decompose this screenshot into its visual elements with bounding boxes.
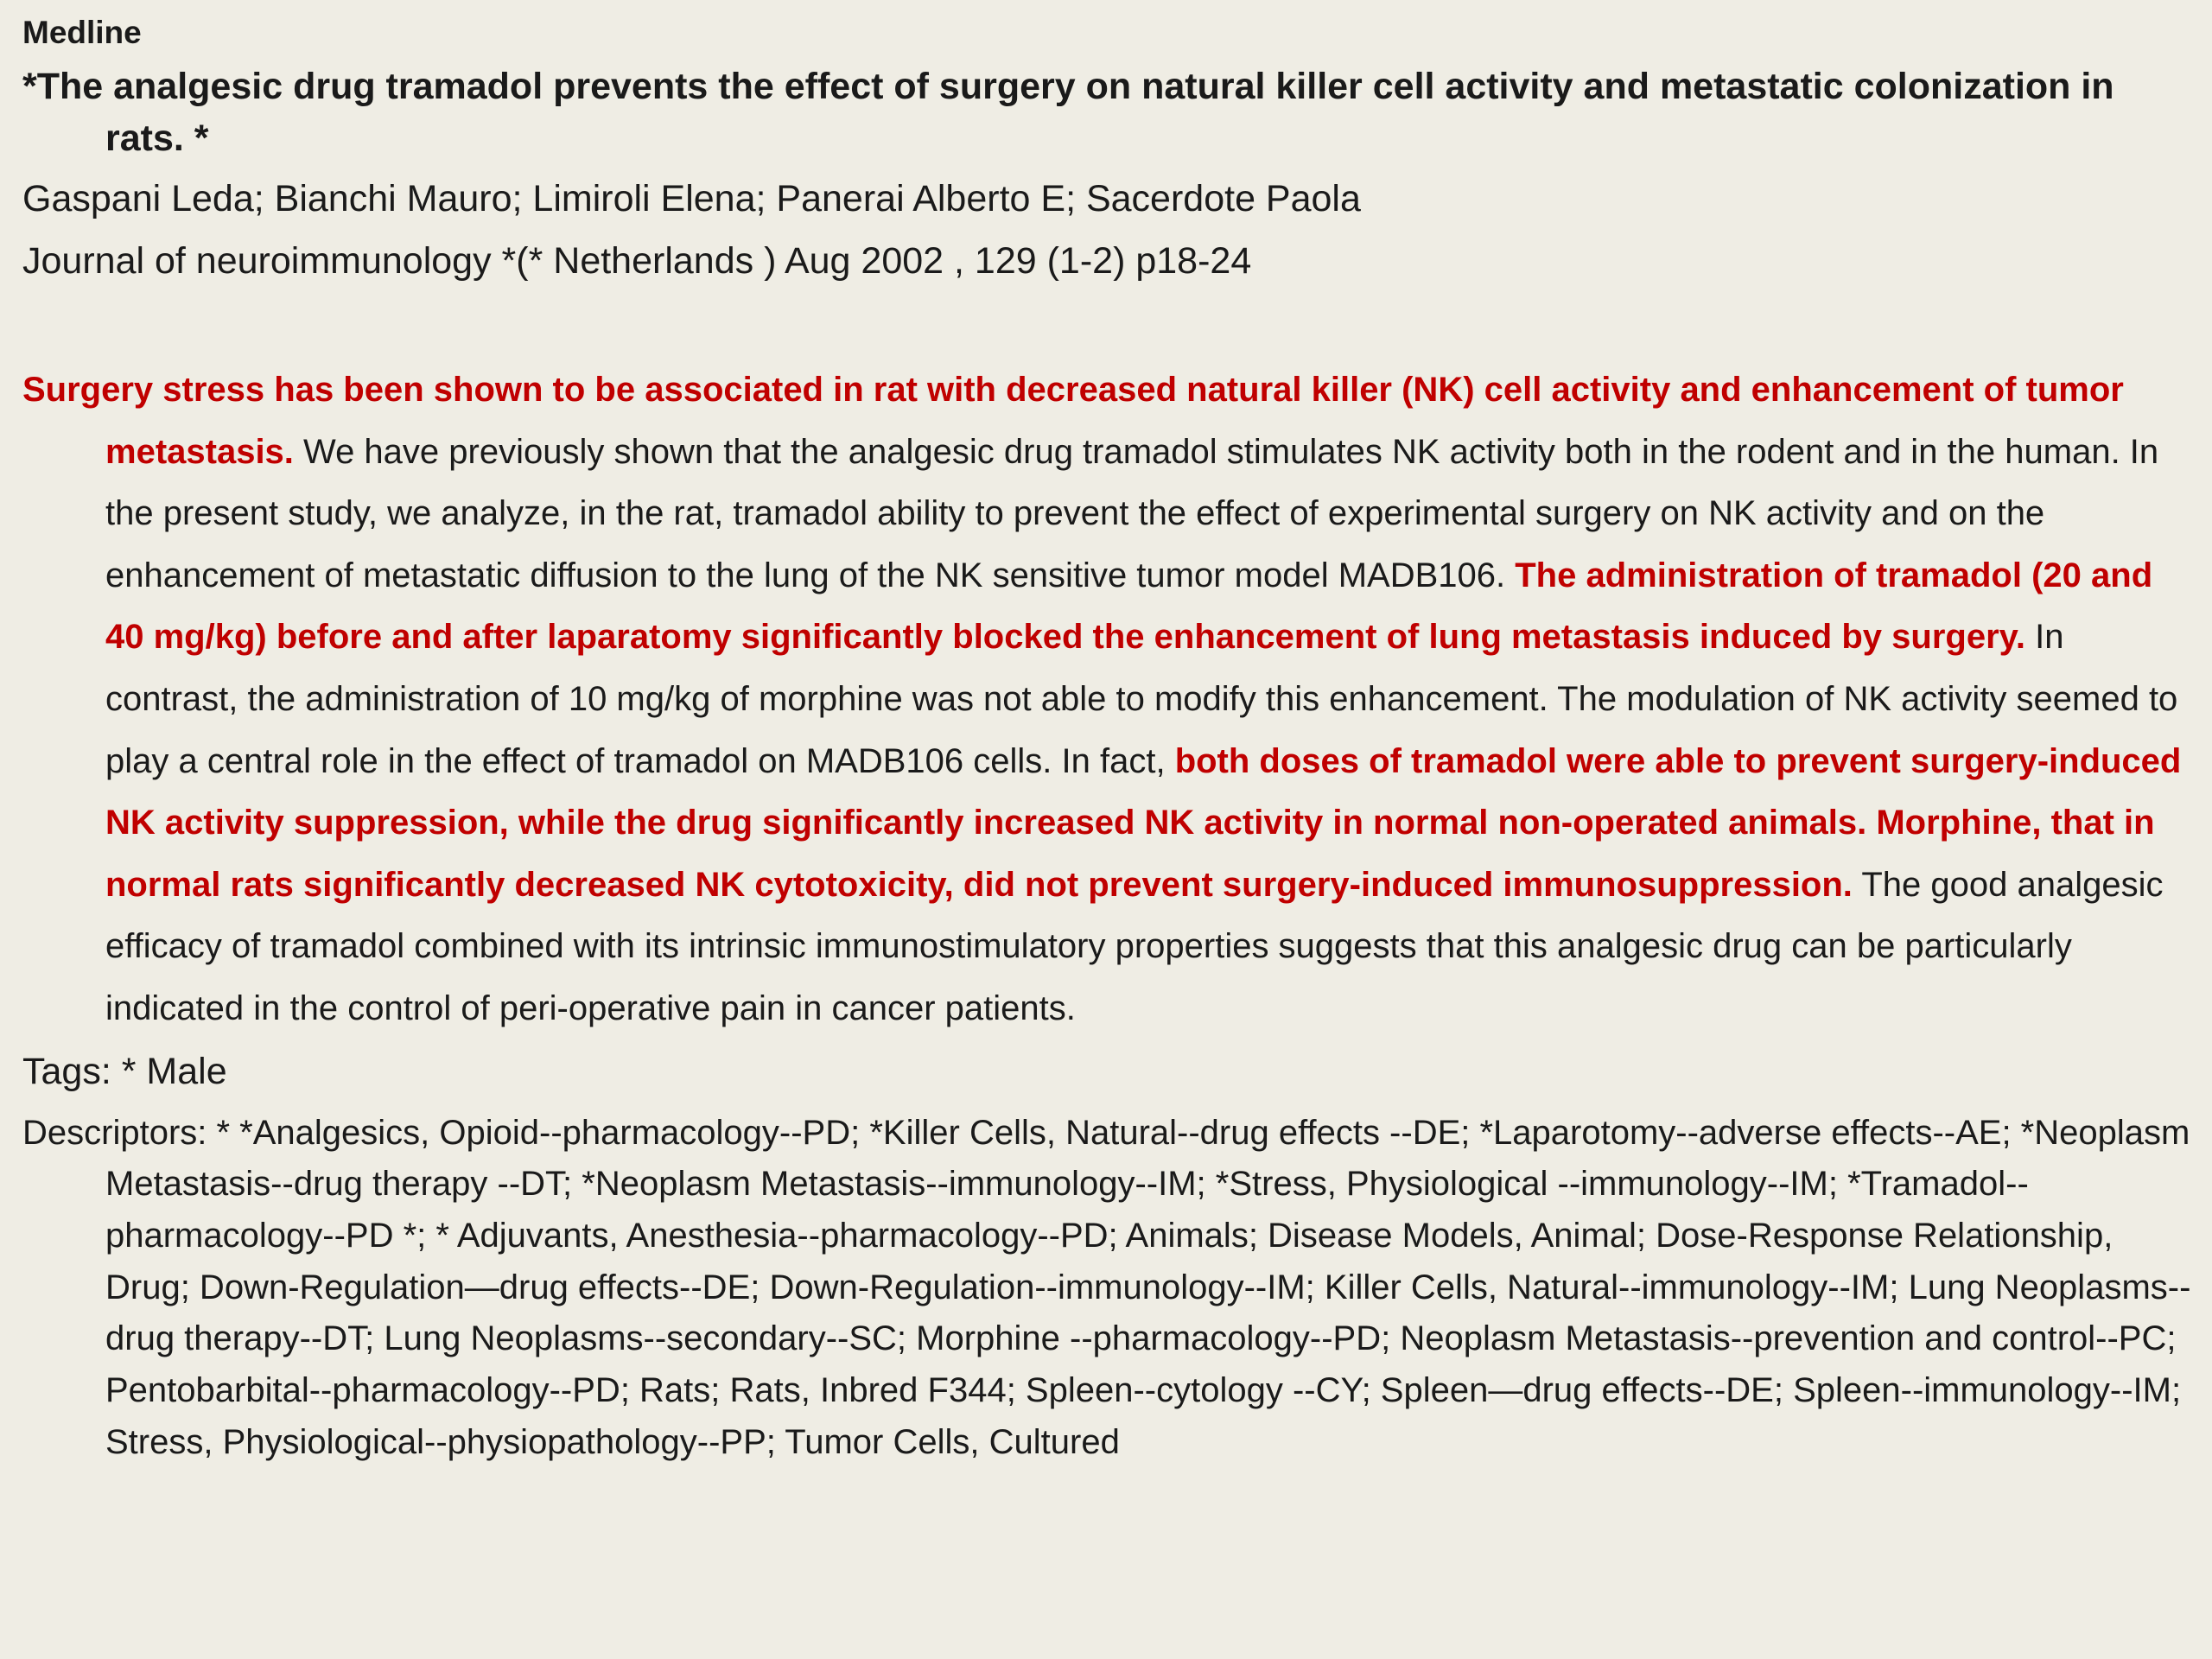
abstract xyxy=(22,359,2191,1040)
journal-line: Journal of neuroimmunology *(* Netherlands ) Aug 2002 , 129 (1-2) p18-24 xyxy=(22,240,1252,282)
abstract-text-2: In contrast, the administration of 10 mg/kg of morphine was not able to modify this enhancement. The modulation of NK activity seemed to play a central role in the effect of tramadol on MADB106 cells. In fact, xyxy=(105,618,2178,780)
tags-line: Tags: * Male xyxy=(22,1050,227,1092)
abstract-text-3: The good analgesic efficacy of tramadol combined with its intrinsic immunostimulatory properties suggests that this analgesic drug can be particularly indicated in the control of peri-operative pain in cancer patients. xyxy=(105,865,2164,1027)
abstract-highlight-1: Surgery stress has been shown to be associated in rat with decreased natural killer (NK) cell activity and enhancement of tumor metastasis. xyxy=(22,371,2124,471)
source-label: Medline xyxy=(22,15,142,50)
authors-line: Gaspani Leda; Bianchi Mauro; Limiroli Elena; Panerai Alberto E; Sacerdote Paola xyxy=(22,178,1361,219)
abstract-text-1: We have previously shown that the analgesic drug tramadol stimulates NK activity both in the rodent and in the human. In the present study, we analyze, in the rat, tramadol ability to prevent the effect of experimental surgery on NK activity and on the enhancement of metastatic diffusion to the lung of the NK sensitive tumor model MADB106. xyxy=(105,432,2159,594)
abstract-highlight-2: The administration of tramadol (20 and 40 mg/kg) before and after laparatomy significantly blocked the enhancement of lung metastasis induced by surgery. xyxy=(105,556,2153,657)
descriptors-line: Descriptors: * *Analgesics, Opioid--pharmacology--PD; *Killer Cells, Natural--drug effects --DE; *Laparotomy--adverse effects--AE; *Neoplasm Metastasis--drug therapy --DT; *Neoplasm Metastasis--immunology--IM; *Stress, Physiological --immunology--IM; *Tramadol--pharmacology--PD *; * Adjuvants, Anesthesia--pharmacology--PD; Animals; Disease Models, Animal; Dose-Response Relationship, Drug; Down-Regulation—drug effects--DE; Down-Regulation--immunology--IM; Killer Cells, Natural--immunology--IM; Lung Neoplasms--drug therapy--DT; Lung Neoplasms--secondary--SC; Morphine --pharmacology--PD; Neoplasm Metastasis--prevention and control--PC; Pentobarbital--pharmacology--PD; Rats; Rats, Inbred F344; Spleen--cytology --CY; Spleen—drug effects--DE; Spleen--immunology--IM; Stress, Physiological--physiopathology--PP; Tumor Cells, Cultured xyxy=(22,1113,2191,1461)
citation-record xyxy=(22,12,2191,1468)
abstract-highlight-3: both doses of tramadol were able to prevent surgery-induced NK activity suppression, while the drug significantly increased NK activity in normal non-operated animals. Morphine, that in normal rats significantly decreased NK cytotoxicity, did not prevent surgery-induced immunosuppression. xyxy=(105,741,2182,904)
article-title: *The analgesic drug tramadol prevents the effect of surgery on natural killer cell activity and metastatic colonization in rats. * xyxy=(22,66,2114,159)
